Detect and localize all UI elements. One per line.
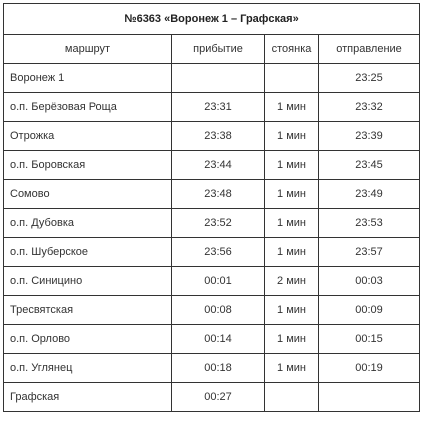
cell-arrival bbox=[172, 64, 265, 93]
table-row bbox=[4, 180, 420, 209]
table-row bbox=[4, 267, 420, 296]
cell-stop: 1 мин bbox=[265, 151, 319, 180]
cell-arrival: 23:56 bbox=[172, 238, 265, 267]
cell-arrival: 00:14 bbox=[172, 325, 265, 354]
cell-departure: 00:15 bbox=[319, 325, 420, 354]
cell-stop: 2 мин bbox=[265, 267, 319, 296]
table-row bbox=[4, 383, 420, 412]
cell-stop: 1 мин bbox=[265, 296, 319, 325]
table-row bbox=[4, 151, 420, 180]
cell-arrival: 00:27 bbox=[172, 383, 265, 412]
cell-route: о.п. Орлово bbox=[4, 325, 172, 354]
cell-departure bbox=[319, 383, 420, 412]
cell-route: Графская bbox=[4, 383, 172, 412]
cell-stop: 1 мин bbox=[265, 354, 319, 383]
table-header-row bbox=[4, 35, 420, 64]
cell-route: Сомово bbox=[4, 180, 172, 209]
table-row bbox=[4, 122, 420, 151]
cell-route: Отрожка bbox=[4, 122, 172, 151]
cell-arrival: 00:01 bbox=[172, 267, 265, 296]
column-header-departure: отправление bbox=[319, 35, 420, 64]
table-row bbox=[4, 296, 420, 325]
cell-stop: 1 мин bbox=[265, 209, 319, 238]
cell-departure: 23:49 bbox=[319, 180, 420, 209]
cell-stop bbox=[265, 64, 319, 93]
train-schedule-table bbox=[3, 3, 420, 412]
table-row bbox=[4, 238, 420, 267]
cell-departure: 23:53 bbox=[319, 209, 420, 238]
table-row bbox=[4, 93, 420, 122]
cell-route: Тресвятская bbox=[4, 296, 172, 325]
cell-route: о.п. Синицино bbox=[4, 267, 172, 296]
table-row bbox=[4, 325, 420, 354]
cell-stop: 1 мин bbox=[265, 122, 319, 151]
cell-route: о.п. Шуберское bbox=[4, 238, 172, 267]
cell-departure: 23:25 bbox=[319, 64, 420, 93]
cell-arrival: 00:18 bbox=[172, 354, 265, 383]
cell-stop bbox=[265, 383, 319, 412]
table-row bbox=[4, 64, 420, 93]
column-header-route: маршрут bbox=[4, 35, 172, 64]
cell-departure: 00:03 bbox=[319, 267, 420, 296]
cell-stop: 1 мин bbox=[265, 238, 319, 267]
column-header-stop: стоянка bbox=[265, 35, 319, 64]
cell-route: о.п. Боровская bbox=[4, 151, 172, 180]
cell-route: о.п. Дубовка bbox=[4, 209, 172, 238]
cell-stop: 1 мин bbox=[265, 325, 319, 354]
cell-arrival: 23:38 bbox=[172, 122, 265, 151]
table-title-row bbox=[4, 4, 420, 35]
cell-departure: 23:39 bbox=[319, 122, 420, 151]
cell-route: о.п. Берёзовая Роща bbox=[4, 93, 172, 122]
cell-arrival: 00:08 bbox=[172, 296, 265, 325]
cell-arrival: 23:52 bbox=[172, 209, 265, 238]
table-row bbox=[4, 209, 420, 238]
cell-departure: 00:19 bbox=[319, 354, 420, 383]
table-row bbox=[4, 354, 420, 383]
schedule-container bbox=[3, 3, 420, 412]
table-title: №6363 «Воронеж 1 – Графская» bbox=[4, 4, 420, 35]
cell-departure: 00:09 bbox=[319, 296, 420, 325]
cell-route: Воронеж 1 bbox=[4, 64, 172, 93]
cell-route: о.п. Углянец bbox=[4, 354, 172, 383]
cell-arrival: 23:48 bbox=[172, 180, 265, 209]
cell-stop: 1 мин bbox=[265, 180, 319, 209]
cell-departure: 23:32 bbox=[319, 93, 420, 122]
cell-stop: 1 мин bbox=[265, 93, 319, 122]
cell-departure: 23:45 bbox=[319, 151, 420, 180]
cell-arrival: 23:31 bbox=[172, 93, 265, 122]
cell-arrival: 23:44 bbox=[172, 151, 265, 180]
column-header-arrival: прибытие bbox=[172, 35, 265, 64]
cell-departure: 23:57 bbox=[319, 238, 420, 267]
